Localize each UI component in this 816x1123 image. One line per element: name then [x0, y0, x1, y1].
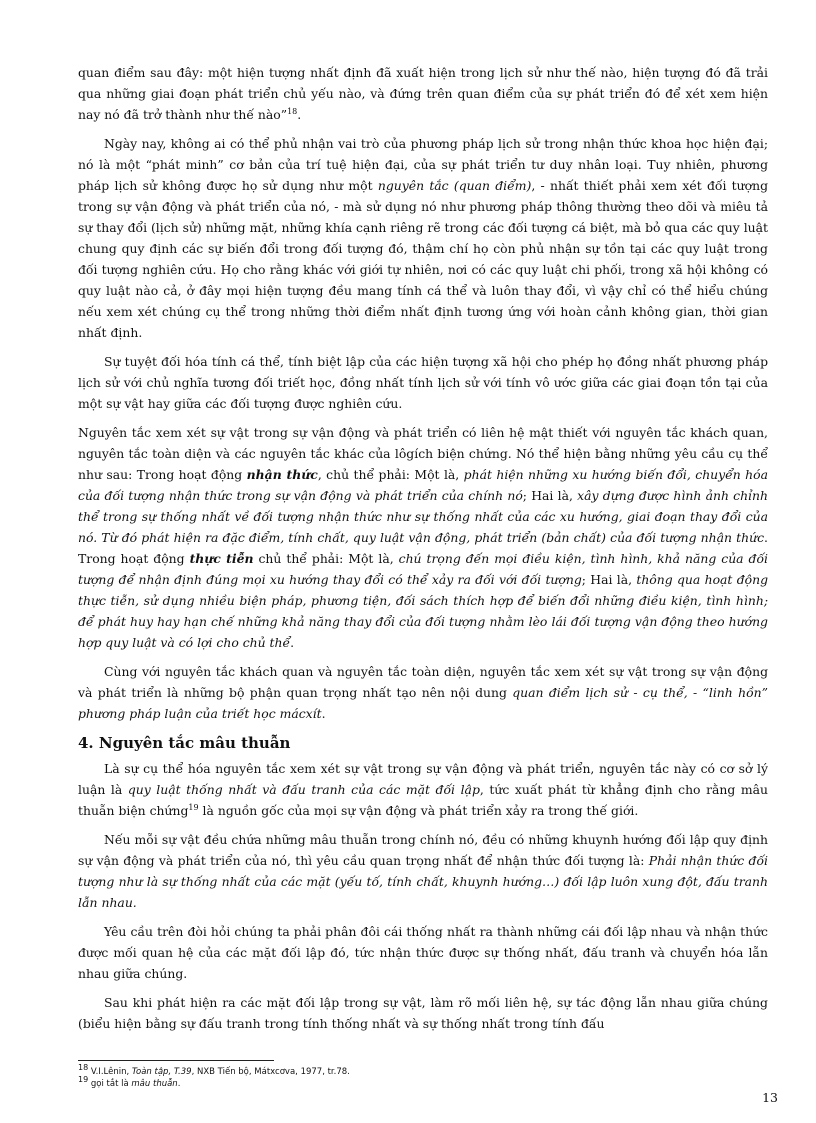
- footnote-18-italic: Toàn tập, T.39: [131, 1067, 192, 1077]
- footnote-19-text: gọi tắt là: [88, 1079, 132, 1089]
- paragraph-4: [78, 422, 768, 653]
- p4-text-d: . Trong hoạt động: [78, 530, 768, 566]
- p4-text-f: ; Hai là,: [581, 572, 637, 587]
- paragraph-6: [78, 758, 768, 821]
- paragraph-7: [78, 829, 768, 913]
- p6-text-a: Là sự cụ thể hóa nguyên tắc xem xét sự vật trong sự vận động và phát triển, nguyên tắc này có cơ sở lý luận là: [78, 761, 768, 797]
- footnote-19-italic: mâu thuẫn: [131, 1079, 178, 1089]
- p4-bold-nhan-thuc: nhận thức: [246, 467, 318, 482]
- body-text: [78, 62, 768, 1042]
- paragraph-2: [78, 133, 768, 343]
- p4-text-b: , chủ thể phải: Một là,: [317, 467, 464, 482]
- p4-text-g: .: [290, 635, 295, 650]
- footnote-19: [78, 1075, 768, 1090]
- footnote-19-number: 19: [78, 1075, 89, 1085]
- p4-italic-b: xây dựng được hình ảnh chỉnh thể trong sự thống nhất về đối tượng nhận thức như sự thống nhất của các xu hướng, giai đoạn thay đổi của nó. Từ đó phát hiện ra đặc điểm, tính chất, quy luật vận động, phát triển (bản chất) của đối tượng nhận thức: [78, 488, 769, 545]
- footnote-18: [78, 1063, 768, 1078]
- footnote-18-number: 18: [78, 1063, 89, 1073]
- p6-italic: quy luật thống nhất và đấu tranh của các mặt đối lập: [127, 782, 480, 797]
- p7-text: Nếu mỗi sự vật đều chứa những mâu thuẫn trong chính nó, đều có những khuynh hướng đối lập quy định sự vận động và phát triển của nó, thì yêu cầu quan trọng nhất để nhận thức đối tượng là:: [78, 832, 768, 868]
- p1-text-end: .: [297, 107, 302, 122]
- p4-text-c: ; Hai là,: [522, 488, 578, 503]
- p4-italic-c: chú trọng đến mọi điều kiện, tình hình, khả năng của đối tượng để nhận định đúng mọi xu hướng thay đổi có thể xảy ra đối với đối tượng: [78, 551, 768, 587]
- p7-italic: Phải nhận thức đối tượng như là sự thống nhất của các mặt (yếu tố, tính chất, khuynh hướng…) đối lập luôn xung đột, đấu tranh lẫn nhau.: [78, 853, 768, 910]
- p2-text: Ngày nay, không ai có thể phủ nhận vai trò của phương pháp lịch sử trong nhận thức khoa học hiện đại; nó là một “phát minh” cơ bản của trí tuệ hiện đại, của sự phát triển tư duy nhân loại. Tuy nhiên, phương pháp lịch sử không được họ sử dụng như một: [78, 136, 768, 193]
- p6-text-c: là nguồn gốc của mọi sự vận động và phát triển xảy ra trong thế giới.: [198, 803, 639, 818]
- footnotes: [78, 1063, 768, 1090]
- footnote-ref-18[interactable]: 18: [287, 106, 298, 116]
- paragraph-5: [78, 661, 768, 724]
- page-number: 13: [762, 1090, 778, 1105]
- p4-text-a: Nguyên tắc xem xét sự vật trong sự vận động và phát triển có liên hệ mật thiết với nguyên tắc khách quan, nguyên tắc toàn diện và các nguyên tắc khác của lôgích biện chứng. Nó thể hiện bằng những yêu cầu cụ thể như sau: Trong hoạt động: [78, 425, 768, 482]
- p2-italic: nguyên tắc (quan điểm): [377, 178, 532, 193]
- p6-text-b: , tức xuất phát từ khẳng định cho rằng mâu thuẫn biện chứng: [78, 782, 768, 818]
- p5-text: Cùng với nguyên tắc khách quan và nguyên tắc toàn diện, nguyên tắc xem xét sự vật trong sự vận động và phát triển là những bộ phận quan trọng nhất tạo nên nội dung: [78, 664, 768, 700]
- p1-text: quan điểm sau đây: một hiện tượng nhất định đã xuất hiện trong lịch sử như thế nào, hiện tượng đó đã trải qua những giai đoạn phát triển chủ yếu nào, và đứng trên quan điểm của sự phát triển đó để xét xem hiện nay nó đã trở thành như thế nào”: [78, 65, 768, 122]
- p4-italic-a: phát hiện những xu hướng biến đổi, chuyển hóa của đối tượng nhận thức trong sự vận động và phát triển của chính nó: [78, 467, 769, 503]
- p4-text-e: chủ thể phải: Một là,: [253, 551, 399, 566]
- paragraph-3: Sự tuyệt đối hóa tính cá thể, tính biệt lập của các hiện tượng xã hội cho phép họ đồng nhất phương pháp lịch sử với chủ nghĩa tương đối triết học, đồng nhất tính lịch sử với tính vô ước giữa các giai đoạn tồn tại của một sự vật hay giữa các đối tượng được nghiên cứu.: [78, 354, 768, 411]
- paragraph-8: Yêu cầu trên đòi hỏi chúng ta phải phân đôi cái thống nhất ra thành những cái đối lập nhau và nhận thức được mối quan hệ của các mặt đối lập đó, tức nhận thức được sự thống nhất, đấu tranh và chuyển hóa lẫn nhau giữa chúng.: [78, 924, 768, 981]
- p4-italic-d: thông qua hoạt động thực tiễn, sử dụng nhiều biện pháp, phương tiện, đối sách thích hợp để biến đổi những điều kiện, tình hình; để phát huy hay hạn chế những khả năng thay đổi của đối tượng nhằm lèo lái đối tượng vận động theo hướng hợp quy luật và có lợi cho chủ thể: [78, 572, 769, 650]
- section-heading: 4. Nguyên tắc mâu thuẫn: [78, 734, 291, 752]
- paragraph-1: [78, 62, 768, 125]
- footnote-19-text-end: .: [177, 1079, 181, 1089]
- footnote-18-text-end: , NXB Tiến bộ, Mátxcơva, 1977, tr.78.: [191, 1067, 350, 1077]
- p4-bold-thuc-tien: thực tiễn: [189, 551, 254, 566]
- footnote-ref-19[interactable]: 19: [188, 802, 199, 812]
- footnote-divider: [78, 1060, 274, 1061]
- paragraph-9: Sau khi phát hiện ra các mặt đối lập trong sự vật, làm rõ mối liên hệ, sự tác động lẫn nhau giữa chúng (biểu hiện bằng sự đấu tranh trong tính thống nhất và sự thống nhất trong tính đấu: [78, 995, 768, 1031]
- p5-text-end: .: [321, 706, 326, 721]
- p5-italic: quan điểm lịch sử - cụ thể, - “linh hồn” phương pháp luận của triết học mácxít: [78, 685, 768, 721]
- footnote-18-text: V.I.Lênin,: [88, 1067, 132, 1077]
- p2-text-end: , - nhất thiết phải xem xét đối tượng trong sự vận động và phát triển của nó, - mà sử dụng nó như phương pháp thông thường theo dõi và miêu tả sự thay đổi (lịch sử) những mặt, những khía cạnh riêng rẽ trong các đối tượng cá biệt, mà bỏ qua các quy luật chung quy định các sự biến đổi trong đối tượng đó, thậm chí họ còn phủ nhận sự tồn tại các quy luật trong đối tượng nghiên cứu. Họ cho rằng khác với giới tự nhiên, nơi có các quy luật chi phối, trong xã hội không có quy luật nào cả, ở đây mọi hiện tượng đều mang tính cá thể và luôn thay đổi, vì vậy chỉ có thể hiểu chúng nếu xem xét chúng cụ thể trong những thời điểm nhất định tương ứng với hoàn cảnh không gian, thời gian nhất định.: [78, 178, 769, 340]
